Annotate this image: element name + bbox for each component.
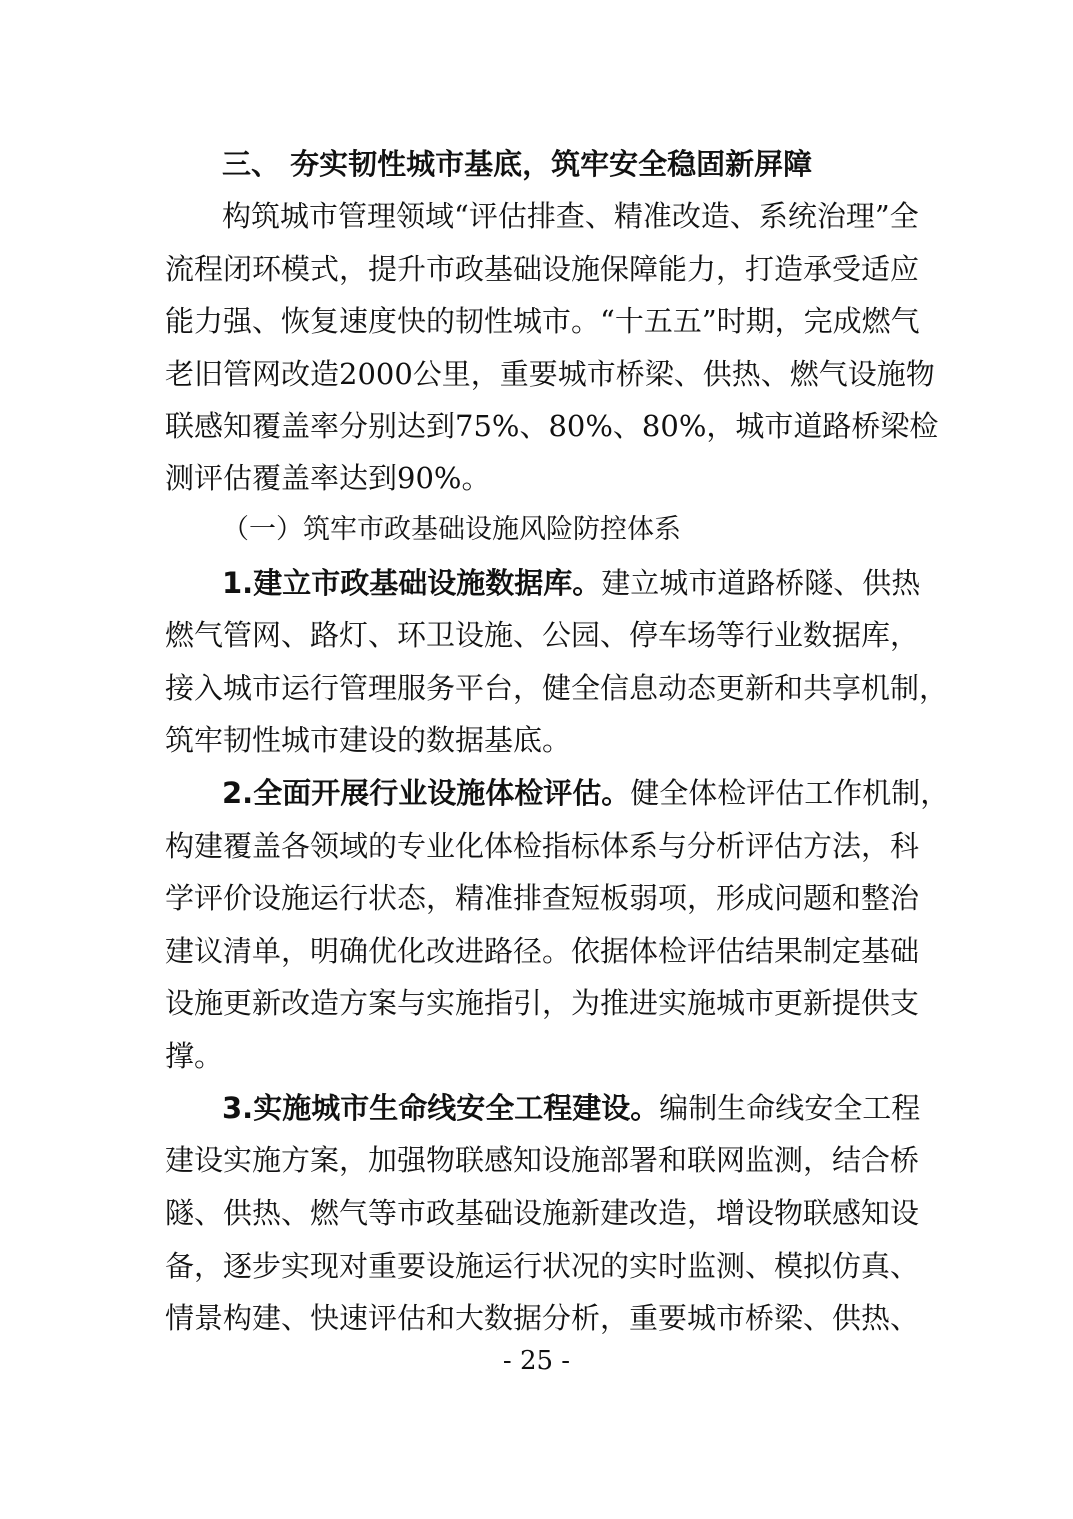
paragraph-line: 构筑城市管理领域“评估排查、精准改造、系统治理”全 xyxy=(222,199,919,233)
section-heading: 三、 夯实韧性城市基底，筑牢安全稳固新屏障 xyxy=(222,147,813,181)
paragraph-line: 能力强、恢复速度快的韧性城市。“十五五”时期，完成燃气 xyxy=(165,304,920,338)
paragraph-line: 燃气管网、路灯、环卫设施、公园、停车场等行业数据库， xyxy=(165,618,920,652)
item-3-first-rest: 编制生命线安全工程 xyxy=(659,1091,921,1125)
paragraph-line: 学评价设施运行状态，精准排查短板弱项，形成问题和整治 xyxy=(165,881,920,915)
paragraph-line: 流程闭环模式，提升市政基础设施保障能力，打造承受适应 xyxy=(165,252,920,286)
item-3-lead: 3.实施城市生命线安全工程建设。 xyxy=(222,1091,660,1125)
paragraph-line: 建设实施方案，加强物联感知设施部署和联网监测，结合桥 xyxy=(165,1143,920,1177)
item-2-first-line xyxy=(222,775,950,811)
item-2-lead: 2.全面开展行业设施体检评估。 xyxy=(222,776,631,810)
subheading: （一）筑牢市政基础设施风险防控体系 xyxy=(222,514,681,545)
item-3-first-line xyxy=(222,1090,921,1126)
item-1-lead: 1.建立市政基础设施数据库。 xyxy=(222,566,602,600)
page-number: - 25 - xyxy=(502,1346,571,1376)
paragraph-line: 老旧管网改造2000公里，重要城市桥梁、供热、燃气设施物 xyxy=(165,357,935,391)
paragraph-line: 情景构建、快速评估和大数据分析，重要城市桥梁、供热、 xyxy=(165,1301,920,1335)
paragraph-line: 隧、供热、燃气等市政基础设施新建改造，增设物联感知设 xyxy=(165,1196,920,1230)
paragraph-line: 构建覆盖各领域的专业化体检指标体系与分析评估方法，科 xyxy=(165,829,920,863)
item-1-first-line xyxy=(222,565,921,601)
paragraph-line: 建议清单，明确优化改进路径。依据体检评估结果制定基础 xyxy=(165,934,920,968)
paragraph-line: 接入城市运行管理服务平台，健全信息动态更新和共享机制， xyxy=(165,671,949,705)
item-2-first-rest: 健全体检评估工作机制， xyxy=(630,776,950,810)
paragraph-line: 备，逐步实现对重要设施运行状况的实时监测、模拟仿真、 xyxy=(165,1249,920,1283)
paragraph-line: 联感知覆盖率分别达到75%、80%、80%，城市道路桥梁检 xyxy=(165,409,939,443)
paragraph-line: 测评估覆盖率达到90%。 xyxy=(165,461,491,495)
paragraph-line: 设施更新改造方案与实施指引，为推进实施城市更新提供支 xyxy=(165,986,920,1020)
item-1-first-rest: 建立城市道路桥隧、供热 xyxy=(601,566,921,600)
paragraph-line: 撑。 xyxy=(165,1039,224,1073)
paragraph-line: 筑牢韧性城市建设的数据基底。 xyxy=(165,723,572,757)
